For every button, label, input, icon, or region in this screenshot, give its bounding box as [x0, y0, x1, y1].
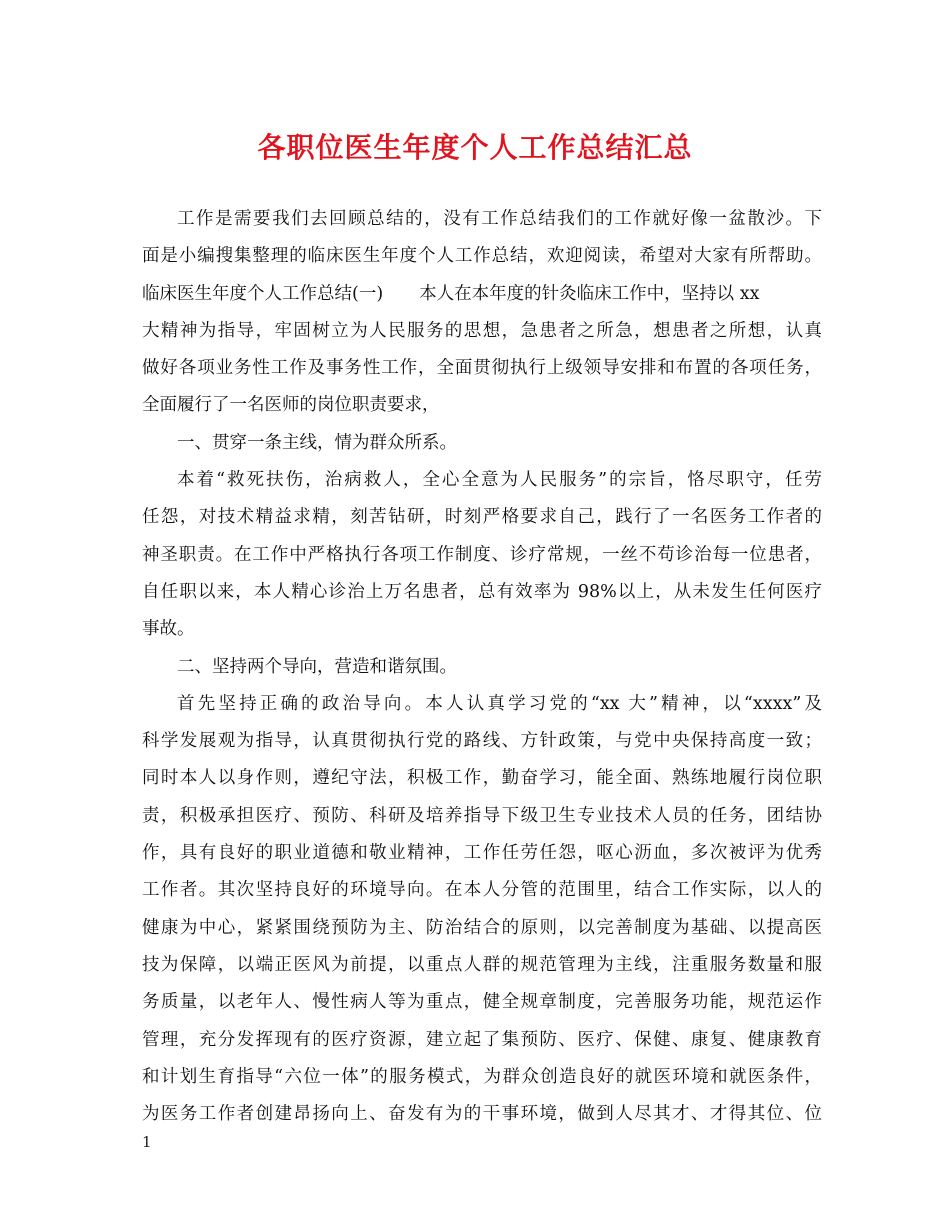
- text-line: 管理，充分发挥现有的医疗资源，建立起了集预防、医疗、保健、康复、健康教育: [142, 1029, 822, 1050]
- text-line: 工作是需要我们去回顾总结的，没有工作总结我们的工作就好像一盆散沙。下: [177, 209, 822, 229]
- text-line: 自任职以来，本人精心诊治上万名患者，总有效率为 98%以上，从未发生任何医疗: [142, 581, 822, 602]
- document-body: [142, 201, 822, 1133]
- text-line: 和计划生育指导“六位一体”的服务模式，为群众创造良好的就医环境和就医条件，: [142, 1066, 822, 1087]
- page-number: 1: [142, 1133, 152, 1151]
- text-line: 本着“救死扶伤，治病救人，全心全意为人民服务”的宗旨，恪尽职守，任劳: [177, 470, 822, 491]
- text-line: 作，具有良好的职业道德和敬业精神，工作任劳任怨，呕心沥血，多次被评为优秀: [142, 843, 822, 864]
- text-line: 面是小编搜集整理的临床医生年度个人工作总结，欢迎阅读，希望对大家有所帮助。: [142, 246, 822, 267]
- section-heading: 一、贯穿一条主线，情为群众所系。: [177, 432, 457, 453]
- text-line: 技为保障，以端正医风为前提，以重点人群的规范管理为主线，注重服务数量和服: [142, 954, 822, 975]
- text-line: 科学发展观为指导，认真贯彻执行党的路线、方针政策，与党中央保持高度一致；: [142, 731, 822, 752]
- text-line: 神圣职责。在工作中严格执行各项工作制度、诊疗常规，一丝不苟诊治每一位患者，: [142, 544, 822, 565]
- text-line-with-heading: [142, 276, 822, 313]
- text-line: 大精神为指导，牢固树立为人民服务的思想，急患者之所急，想患者之所想，认真: [142, 320, 822, 341]
- document-title: 各职位医生年度个人工作总结汇总: [257, 131, 693, 164]
- text-line: 做好各项业务性工作及事务性工作，全面贯彻执行上级领导安排和布置的各项任务，: [142, 358, 822, 379]
- text-line: 全面履行了一名医师的岗位职责要求，: [142, 395, 440, 416]
- text-line: 同时本人以身作则，遵纪守法，积极工作，勤奋学习，能全面、熟练地履行岗位职: [142, 768, 822, 789]
- text-line: 健康为中心，紧紧围绕预防为主、防治结合的原则，以完善制度为基础、以提高医: [142, 917, 822, 938]
- text-line: 任怨，对技术精益求精，刻苦钻研，时刻严格要求自己，践行了一名医务工作者的: [142, 507, 822, 528]
- text-line: 工作者。其次坚持良好的环境导向。在本人分管的范围里，结合工作实际，以人的: [142, 880, 822, 901]
- text-line: 为医务工作者创建昂扬向上、奋发有为的干事环境，做到人尽其才、才得其位、位: [142, 1104, 822, 1125]
- text-line: 务质量，以老年人、慢性病人等为重点，健全规章制度，完善服务功能，规范运作: [142, 992, 822, 1013]
- text-line: 首先坚持正确的政治导向。本人认真学习党的“xx 大”精神，以“xxxx”及: [177, 693, 822, 714]
- section-heading-one: 临床医生年度个人工作总结(一): [142, 283, 384, 304]
- section-heading: 二、坚持两个导向，营造和谐氛围。: [177, 656, 457, 677]
- text-line: 责，积极承担医疗、预防、科研及培养指导下级卫生专业技术人员的任务，团结协: [142, 805, 822, 826]
- text-line-segment: 本人在本年度的针灸临床工作中，坚持以 xx: [419, 283, 760, 304]
- text-line: 事故。: [142, 619, 195, 640]
